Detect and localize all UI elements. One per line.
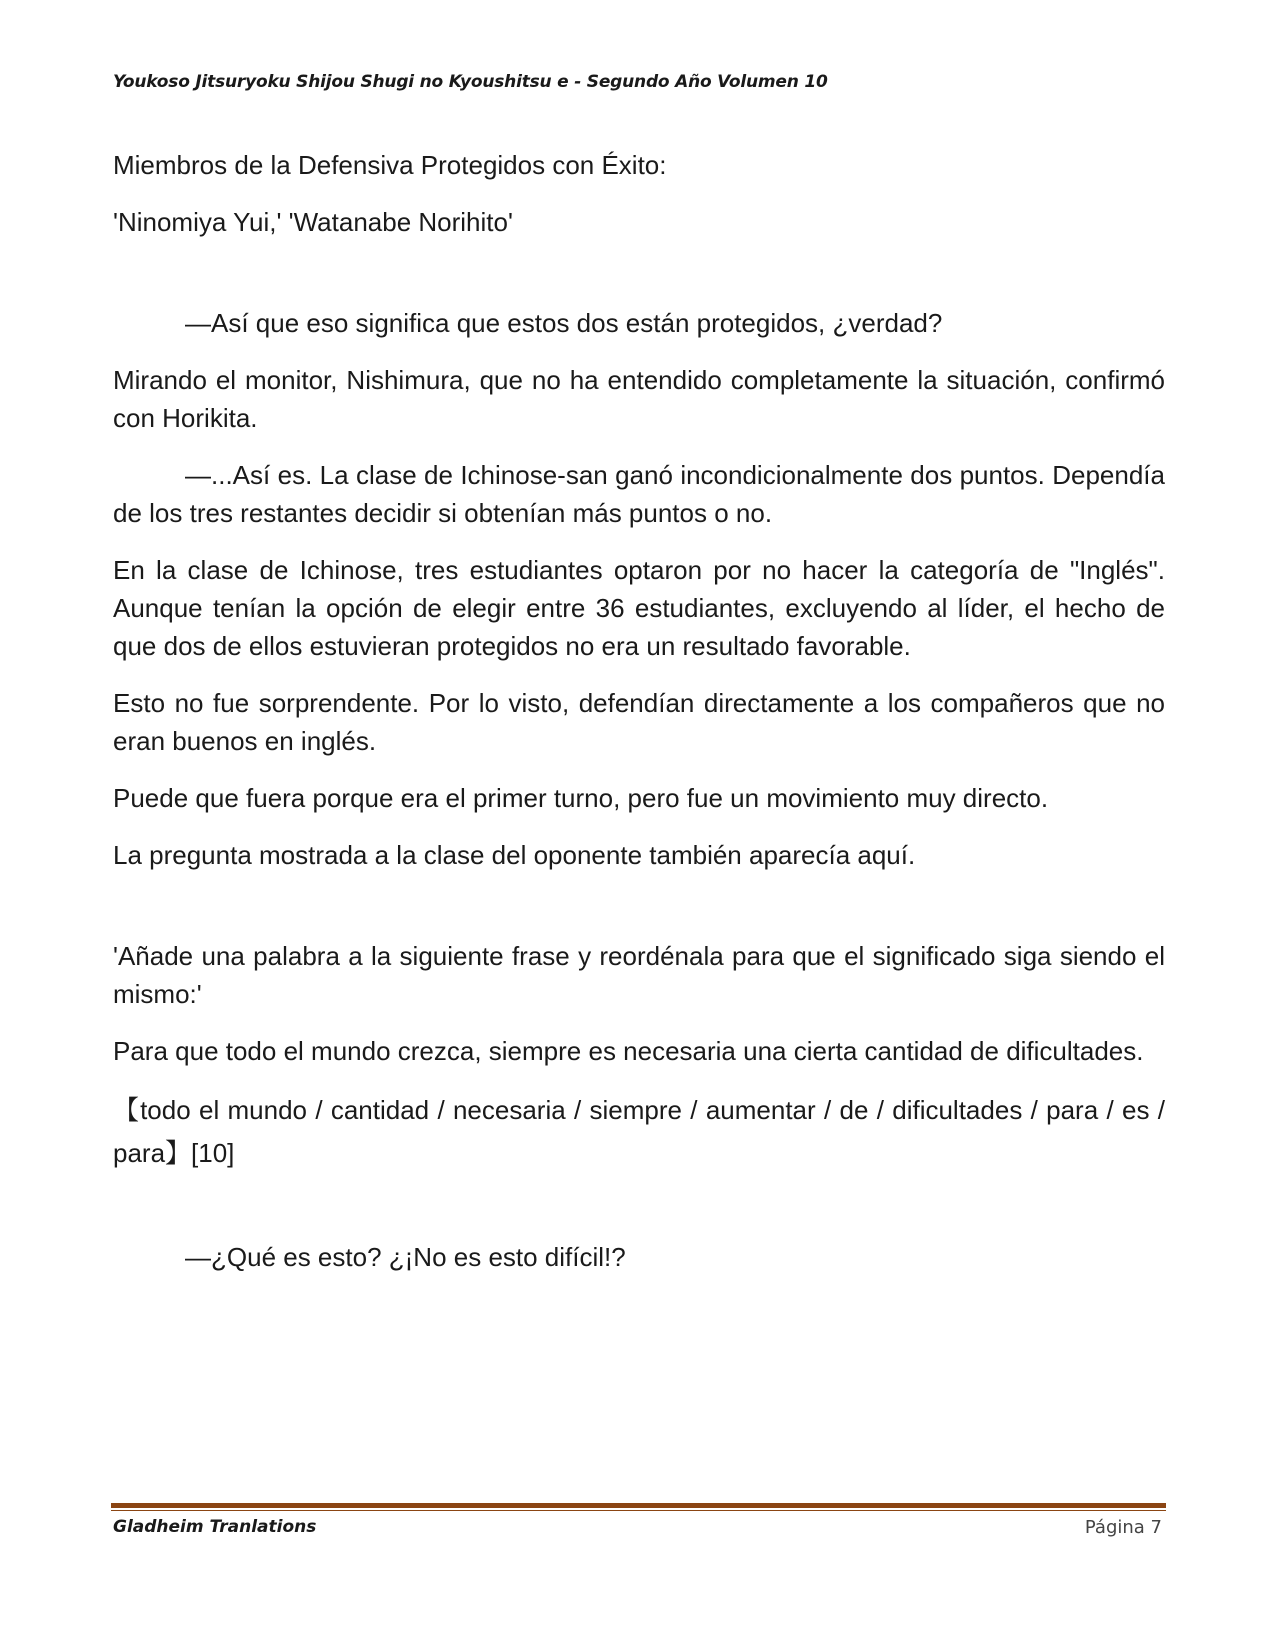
paragraph: Miembros de la Defensiva Protegidos con Éxito: — [113, 150, 667, 180]
dialogue-paragraph: —Así que eso significa que estos dos están protegidos, ¿verdad? — [185, 308, 943, 338]
paragraph: Puede que fuera porque era el primer turno, pero fue un movimiento muy directo. — [113, 783, 1049, 813]
running-header: Youkoso Jitsuryoku Shijou Shugi no Kyoushitsu e - Segundo Año Volumen 10 — [113, 72, 828, 92]
paragraph: En la clase de Ichinose, tres estudiantes optaron por no hacer la categoría de "Inglés". Aunque tenían la opción de elegir entre 36 estudiantes, excluyendo al líder, el hecho de que dos de ellos estuvieran protegidos no era un resultado favorable. — [113, 555, 1165, 661]
paragraph: La pregunta mostrada a la clase del oponente también aparecía aquí. — [113, 840, 916, 870]
footer-credit: Gladheim Tranlations — [113, 1517, 317, 1537]
footer-divider — [111, 1503, 1166, 1511]
dialogue-paragraph: —...Así es. La clase de Ichinose-san ganó incondicionalmente dos puntos. Dependía de los tres restantes decidir si obtenían más puntos o no. — [113, 460, 1165, 528]
paragraph: 'Ninomiya Yui,' 'Watanabe Norihito' — [113, 207, 513, 237]
page-body — [113, 146, 1165, 1295]
dialogue-paragraph: —¿Qué es esto? ¿¡No es esto difícil!? — [185, 1242, 626, 1272]
paragraph: Esto no fue sorprendente. Por lo visto, defendían directamente a los compañeros que no eran buenos en inglés. — [113, 688, 1165, 756]
paragraph: Mirando el monitor, Nishimura, que no ha entendido completamente la situación, confirmó con Horikita. — [113, 365, 1165, 433]
question-word-bank: 【todo el mundo / cantidad / necesaria / siempre / aumentar / de / dificultades / para / es / para】[10] — [113, 1095, 1165, 1168]
question-sentence: Para que todo el mundo crezca, siempre es necesaria una cierta cantidad de dificultades. — [113, 1036, 1144, 1066]
page-number: Página 7 — [1084, 1517, 1162, 1538]
question-prompt: 'Añade una palabra a la siguiente frase y reordénala para que el significado siga siendo el mismo:' — [113, 941, 1165, 1009]
